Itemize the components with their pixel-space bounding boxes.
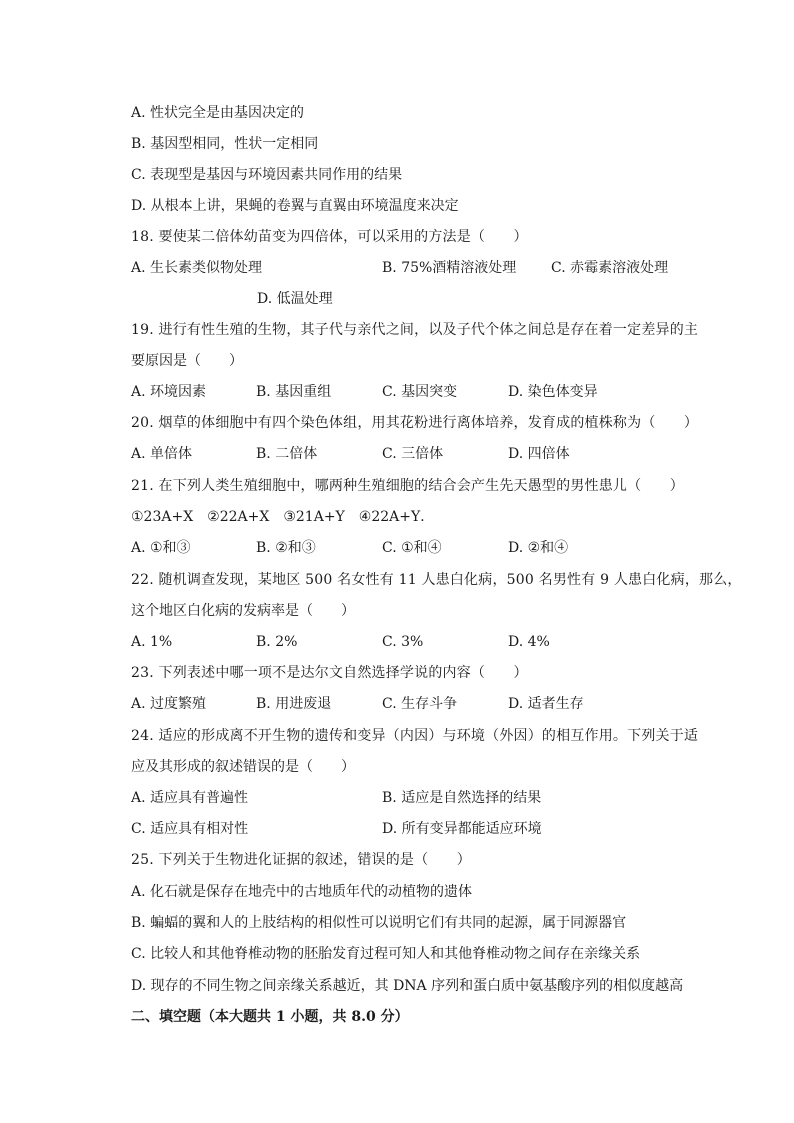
q21-option-a: A. ①和③ — [131, 540, 191, 556]
q19-stem-line1: 19. 进行有性生殖的生物，其子代与亲代之间，以及子代个体之间总是存在着一定差异的主 — [131, 322, 699, 338]
q19-option-c: C. 基因突变 — [382, 384, 458, 400]
q22-option-c: C. 3% — [382, 634, 424, 650]
q20-option-c: C. 三倍体 — [382, 446, 444, 462]
q18-stem: 18. 要使某二倍体幼苗变为四倍体，可以采用的方法是（ ） — [131, 229, 528, 245]
q20-option-a: A. 单倍体 — [131, 446, 193, 462]
q20-option-b: B. 二倍体 — [256, 446, 318, 462]
q21-option-c: C. ①和④ — [382, 540, 442, 556]
q19-option-d: D. 染色体变异 — [508, 384, 598, 400]
q17-option-b: B. 基因型相同，性状一定相同 — [131, 136, 319, 152]
q21-option-d: D. ②和④ — [508, 540, 569, 556]
q23-option-c: C. 生存斗争 — [382, 696, 458, 712]
q18-option-b: B. 75%酒精溶液处理 — [382, 260, 517, 276]
q25-option-d: D. 现存的不同生物之间亲缘关系越近，其 DNA 序列和蛋白质中氨基酸序列的相似度越高 — [131, 978, 684, 994]
q20-stem: 20. 烟草的体细胞中有四个染色体组，用其花粉进行离体培养，发育成的植株称为（ ） — [131, 415, 699, 431]
q22-option-a: A. 1% — [131, 634, 173, 650]
q17-option-d: D. 从根本上讲，果蝇的卷翼与直翼由环境温度来决定 — [131, 198, 459, 214]
q19-stem-line2: 要原因是（ ） — [131, 353, 243, 369]
q19-option-b: B. 基因重组 — [256, 384, 332, 400]
q24-stem-line1: 24. 适应的形成离不开生物的遗传和变异（内因）与环境（外因）的相互作用。下列关于适 — [131, 728, 699, 744]
q24-stem-line2: 应及其形成的叙述错误的是（ ） — [131, 759, 355, 775]
q25-option-b: B. 蝙蝠的翼和人的上肢结构的相似性可以说明它们有共同的起源，属于同源器官 — [131, 915, 627, 931]
q25-option-a: A. 化石就是保存在地壳中的古地质年代的动植物的遗体 — [131, 884, 473, 900]
q18-option-d: D. 低温处理 — [257, 291, 333, 307]
q23-option-b: B. 用进废退 — [256, 696, 332, 712]
q24-option-a: A. 适应具有普遍性 — [131, 790, 249, 806]
q24-option-c: C. 适应具有相对性 — [131, 821, 249, 837]
q21-option-b: B. ②和③ — [256, 540, 316, 556]
q18-option-a: A. 生长素类似物处理 — [131, 260, 263, 276]
q25-option-c: C. 比较人和其他脊椎动物的胚胎发育过程可知人和其他脊椎动物之间存在亲缘关系 — [131, 946, 641, 962]
section-2-title: 二、填空题（本大题共 1 小题，共 8.0 分） — [131, 1009, 409, 1025]
q21-stem: 21. 在下列人类生殖细胞中，哪两种生殖细胞的结合会产生先天愚型的男性患儿（ ） — [131, 478, 684, 494]
q17-option-c: C. 表现型是基因与环境因素共同作用的结果 — [131, 167, 403, 183]
q23-stem: 23. 下列表述中哪一项不是达尔文自然选择学说的内容（ ） — [131, 665, 528, 681]
q20-option-d: D. 四倍体 — [508, 446, 570, 462]
q17-option-a: A. 性状完全是由基因决定的 — [131, 105, 305, 121]
q22-option-d: D. 4% — [508, 634, 550, 650]
q24-option-d: D. 所有变异都能适应环境 — [382, 821, 542, 837]
q22-stem-line2: 这个地区白化病的发病率是（ ） — [131, 603, 355, 619]
q18-option-c: C. 赤霉素溶液处理 — [551, 260, 669, 276]
q25-stem: 25. 下列关于生物进化证据的叙述，错误的是（ ） — [131, 852, 471, 868]
q21-items: ①23A+X ②22A+X ③21A+Y ④22A+Y． — [131, 509, 435, 525]
q19-option-a: A. 环境因素 — [131, 384, 207, 400]
q24-option-b: B. 适应是自然选择的结果 — [382, 790, 542, 806]
q22-option-b: B. 2% — [256, 634, 298, 650]
q22-stem-line1: 22. 随机调查发现，某地区 500 名女性有 11 人患白化病，500 名男性有 9 人患白化病，那么， — [131, 572, 742, 588]
q23-option-d: D. 适者生存 — [508, 696, 584, 712]
q23-option-a: A. 过度繁殖 — [131, 696, 207, 712]
